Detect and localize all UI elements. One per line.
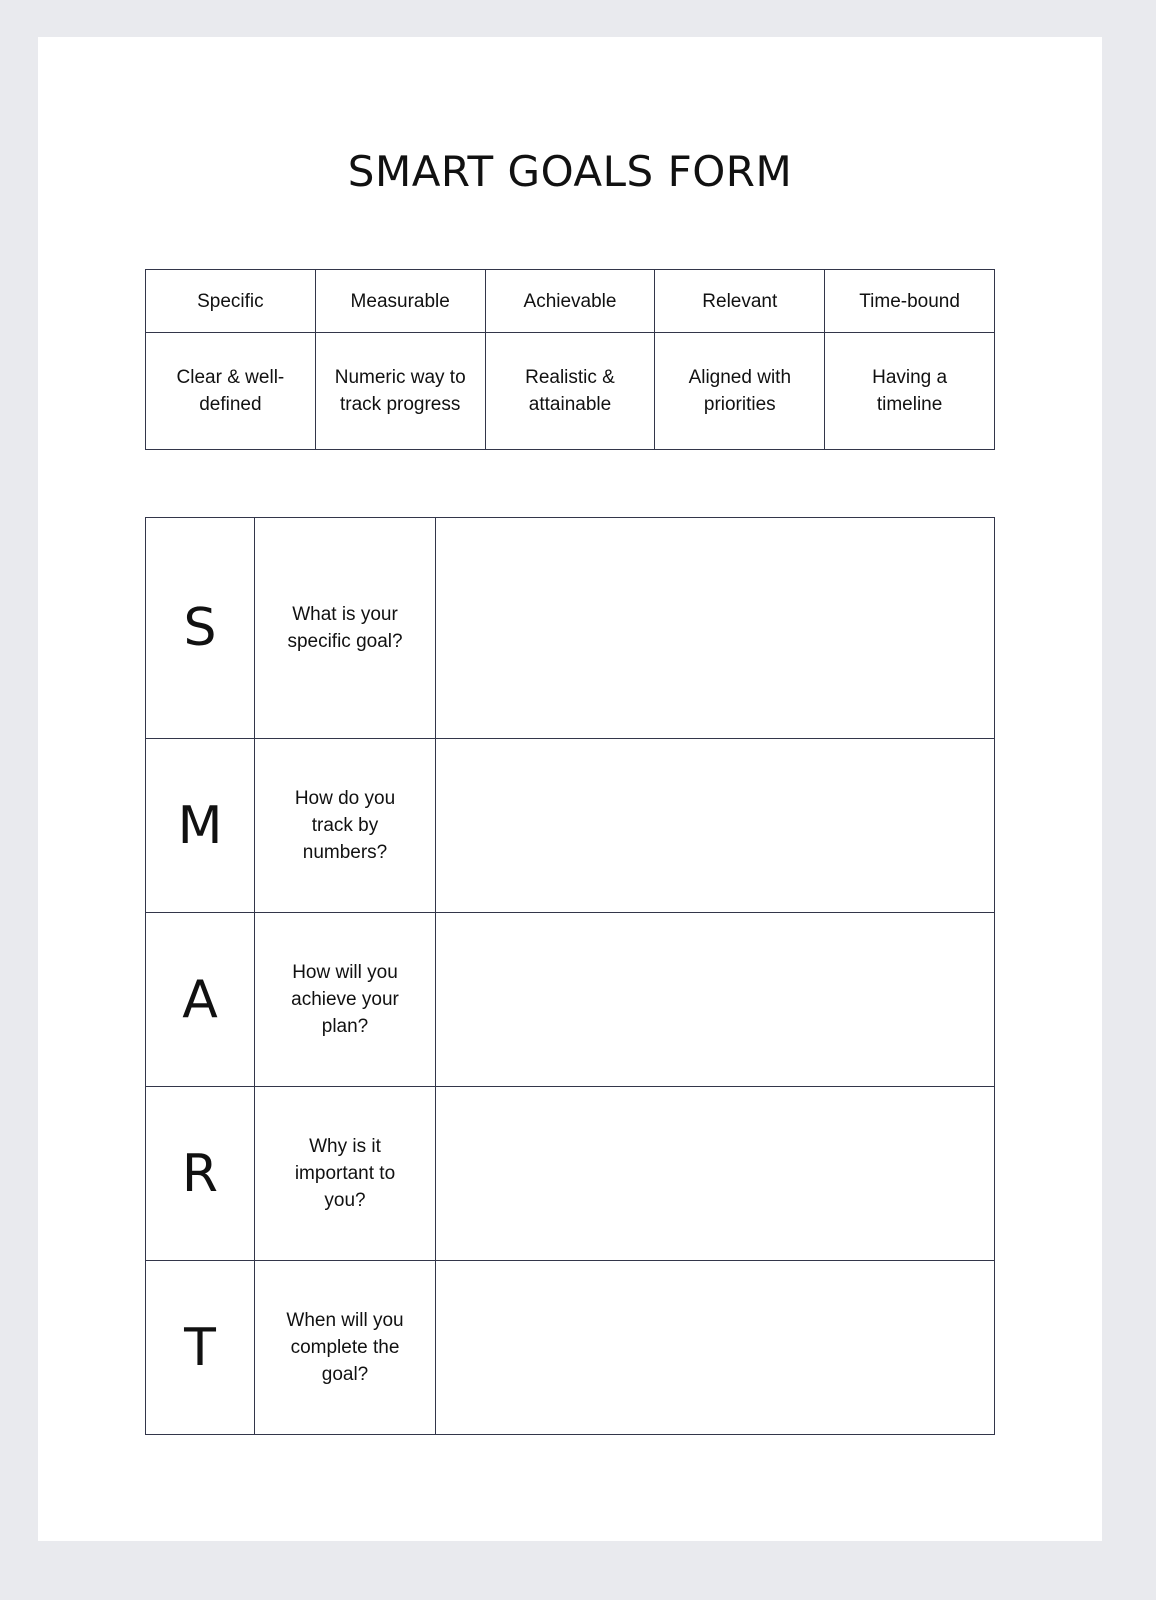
- overview-header-row: [146, 270, 995, 333]
- table-row: [146, 518, 995, 739]
- term-relevant: Relevant: [655, 270, 825, 333]
- smart-goals-table: [145, 517, 995, 1435]
- table-row: [146, 1261, 995, 1435]
- desc-time-bound: Having a timeline: [825, 333, 995, 450]
- question-achievable: How will you achieve your plan?: [255, 913, 436, 1087]
- table-row: [146, 739, 995, 913]
- table-row: [146, 913, 995, 1087]
- letter-r: R: [146, 1087, 255, 1261]
- answer-measurable-field[interactable]: [436, 739, 995, 913]
- letter-a: A: [146, 913, 255, 1087]
- answer-relevant-field[interactable]: [436, 1087, 995, 1261]
- overview-description-row: [146, 333, 995, 450]
- term-measurable: Measurable: [315, 270, 485, 333]
- form-page: [38, 37, 1102, 1541]
- smart-overview-table: [145, 269, 995, 450]
- answer-time-bound-field[interactable]: [436, 1261, 995, 1435]
- answer-achievable-field[interactable]: [436, 913, 995, 1087]
- desc-measurable: Numeric way to track progress: [315, 333, 485, 450]
- page-title: SMART GOALS FORM: [347, 147, 793, 196]
- question-time-bound: When will you complete the goal?: [255, 1261, 436, 1435]
- letter-m: M: [146, 739, 255, 913]
- letter-s: S: [146, 518, 255, 739]
- question-specific: What is your specific goal?: [255, 518, 436, 739]
- term-specific: Specific: [146, 270, 316, 333]
- question-measurable: How do you track by numbers?: [255, 739, 436, 913]
- desc-relevant: Aligned with priorities: [655, 333, 825, 450]
- letter-t: T: [146, 1261, 255, 1435]
- term-achievable: Achievable: [485, 270, 655, 333]
- question-relevant: Why is it important to you?: [255, 1087, 436, 1261]
- desc-specific: Clear & well-defined: [146, 333, 316, 450]
- table-row: [146, 1087, 995, 1261]
- desc-achievable: Realistic & attainable: [485, 333, 655, 450]
- answer-specific-field[interactable]: [436, 518, 995, 739]
- term-time-bound: Time-bound: [825, 270, 995, 333]
